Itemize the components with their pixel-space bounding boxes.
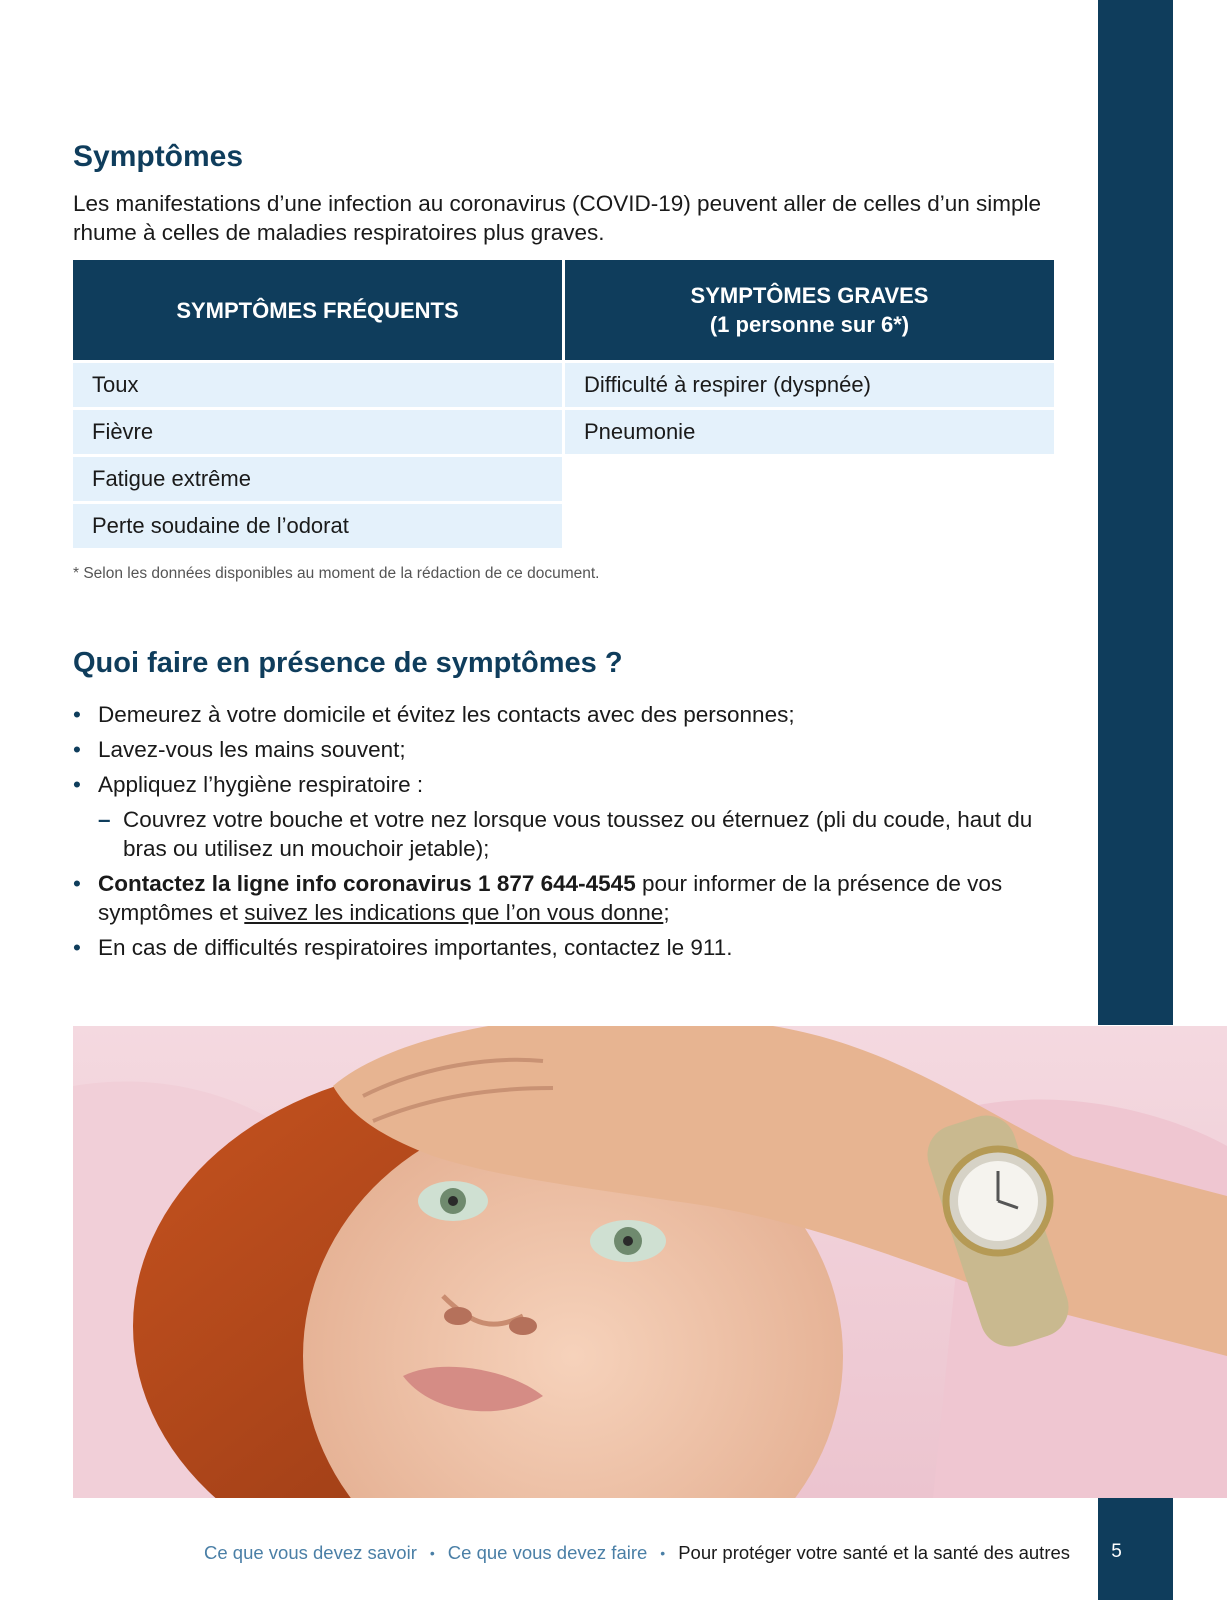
child-with-fever-photo bbox=[73, 1026, 1227, 1498]
footer-item-do: Ce que vous devez faire bbox=[447, 1542, 648, 1564]
list-item: • En cas de difficultés respiratoires importantes, contactez le 911. bbox=[73, 935, 733, 960]
bullet-icon: • bbox=[73, 935, 81, 960]
side-accent-bar bbox=[1098, 0, 1173, 1025]
bullet-icon: • bbox=[73, 772, 81, 797]
table-cell: Difficulté à respirer (dyspnée) bbox=[565, 363, 1054, 407]
list-item: • Contactez la ligne info coronavirus 1 877 644-4545 pour informer de la présence de vos symptômes et suivez les indications que l’on vous donne; bbox=[73, 871, 1003, 925]
page-number: 5 bbox=[1111, 1541, 1122, 1562]
page-footer bbox=[204, 1541, 1070, 1564]
list-item: • Demeurez à votre domicile et évitez les contacts avec des personnes; bbox=[73, 702, 795, 727]
footer-item-protect: Pour protéger votre santé et la santé des autres bbox=[678, 1542, 1071, 1564]
bullet-icon: • bbox=[73, 737, 81, 762]
actions-list bbox=[73, 700, 1073, 968]
frequent-symptoms-column bbox=[73, 260, 562, 548]
table-cell: Pneumonie bbox=[565, 410, 1054, 454]
bullet-icon: • bbox=[73, 871, 81, 896]
instructions-link[interactable]: suivez les indications que l’on vous donne bbox=[244, 900, 664, 925]
severe-symptoms-header: SYMPTÔMES GRAVES (1 personne sur 6*) bbox=[565, 260, 1054, 360]
symptoms-title: Symptômes bbox=[73, 140, 244, 173]
list-item: • Appliquez l’hygiène respiratoire : – Couvrez votre bouche et votre nez lorsque vous toussez ou éternuez (pli du coude, haut du bras ou utilisez un mouchoir jetable); bbox=[73, 770, 1073, 863]
table-cell: Fatigue extrême bbox=[73, 457, 562, 501]
table-cell: Perte soudaine de l’odorat bbox=[73, 504, 562, 548]
symptoms-intro: Les manifestations d’une infection au coronavirus (COVID-19) peuvent aller de celles d’un simple rhume à celles de maladies respiratoires plus graves. bbox=[73, 191, 1042, 245]
sub-list-item: – Couvrez votre bouche et votre nez lorsque vous toussez ou éternuez (pli du coude, haut du bras ou utilisez un mouchoir jetable); bbox=[98, 807, 1033, 861]
what-to-do-title: Quoi faire en présence de symptômes ? bbox=[73, 647, 623, 679]
table-cell: Fièvre bbox=[73, 410, 562, 454]
footer-item-know: Ce que vous devez savoir bbox=[204, 1542, 417, 1564]
table-cell: Toux bbox=[73, 363, 562, 407]
list-item: • Lavez-vous les mains souvent; bbox=[73, 737, 406, 762]
photo-illustration bbox=[73, 1026, 1227, 1498]
frequent-symptoms-header: SYMPTÔMES FRÉQUENTS bbox=[73, 260, 562, 360]
severe-symptoms-column bbox=[565, 260, 1054, 454]
bullet-icon: • bbox=[73, 702, 81, 727]
footer-separator: • bbox=[429, 1545, 435, 1562]
footer-separator: • bbox=[660, 1545, 666, 1562]
footnote: * Selon les données disponibles au moment de la rédaction de ce document. bbox=[73, 565, 600, 582]
contact-line: Contactez la ligne info coronavirus 1 877 644-4545 bbox=[98, 871, 636, 896]
dash-icon: – bbox=[98, 807, 111, 832]
